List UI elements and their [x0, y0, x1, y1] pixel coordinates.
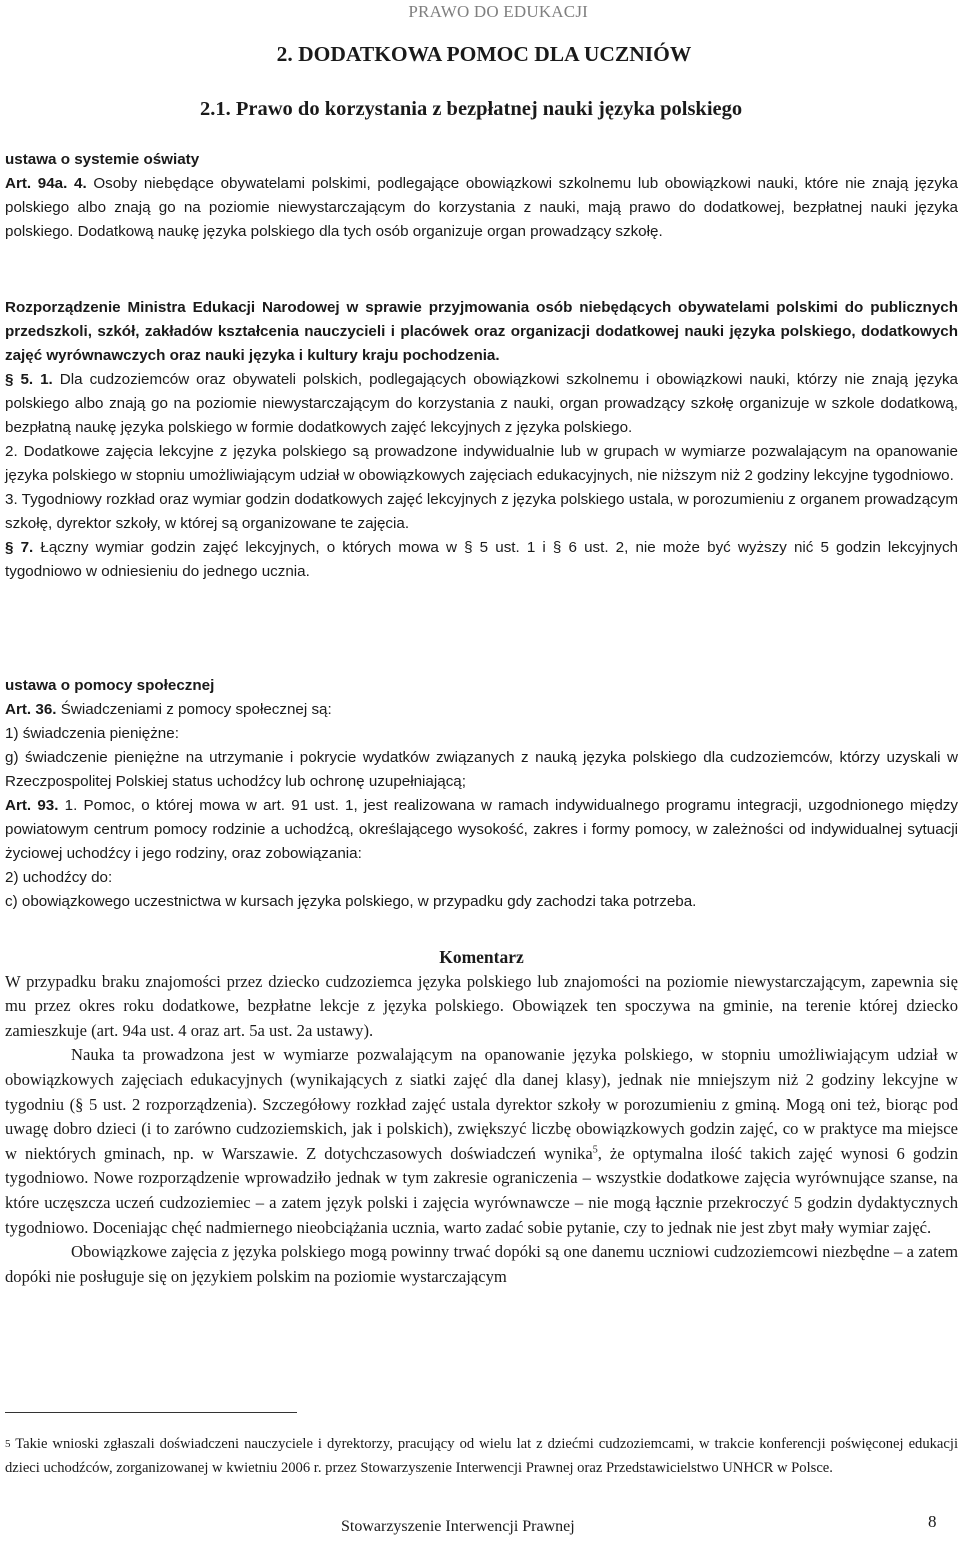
article-94a — [5, 172, 958, 244]
law-education-block — [5, 148, 958, 244]
list-item: g) świadczenie pieniężne na utrzymanie i pokrycie wydatków związanych z nauką języka polskiego dla cudzoziemców, którzy uzyskali w Rzeczpospolitej Polskiej status uchodźcy lub ochronę uzupełniającą; — [5, 749, 958, 790]
paragraph-text: Tygodniowy rozkład oraz wymiar godzin dodatkowych zajęć lekcyjnych z języka polskiego ustala, w porozumieniu z organem prowadzącym szkołę, dyrektor szkoły, w której są organizowane te zajęcia. — [5, 491, 958, 532]
paragraph-ref: § 5. 1. — [5, 371, 53, 388]
footnote-text: Takie wnioski zgłaszali doświadczeni nauczyciele i dyrektorzy, pracujący od wielu lat z dziećmi cudzoziemcami, w trakcie konferencji poświęconej edukacji dzieci uchodźców, zorganizowanej w kwietniu 2006 r. przez Stowarzyszenie Interwencji Prawnej oraz Przedstawicielstwo UNHCR w Polsce. — [5, 1436, 958, 1476]
footnote-divider — [5, 1412, 297, 1413]
commentary-paragraph — [5, 1043, 958, 1240]
article-text: Osoby niebędące obywatelami polskimi, podlegające obowiązkowi szkolnemu lub obowiązkowi nauki, które nie znają języka polskiego albo znają go na poziomie niewystarczającym do korzystania z nauki, mają prawo do dodatkowej, bezpłatnej nauki języka polskiego. Dodatkową naukę języka polskiego dla tych osób organizuje organ prowadzący szkołę. — [5, 175, 958, 240]
regulation-par7 — [5, 536, 958, 584]
paragraph-text: Dla cudzoziemców oraz obywateli polskich, podlegających obowiązkowi szkolnemu i obowiązkowi nauki, którzy nie znają języka polskiego albo znają go na poziomie niewystarczającym do korzystania z nauki, organ prowadzący szkołę organizuje w szkole dodatkową, bezpłatną naukę języka polskiego w formie dodatkowych zajęć lekcyjnych z języka polskiego. — [5, 371, 958, 436]
article-text: 1. Pomoc, o której mowa w art. 91 ust. 1, jest realizowana w ramach indywidualnego programu integracji, uzgodnionego między powiatowym centrum pomocy rodzinie a uchodźcą, określającego wysokość, zakres i formy pomocy, w zależności od indywidualnej sytuacji życiowej uchodźcy i jego rodziny, oraz zobowiązania: — [5, 797, 958, 862]
list-item: 2) uchodźcy do: — [5, 869, 113, 886]
section-title: 2. DODATKOWA POMOC DLA UCZNIÓW — [276, 42, 692, 66]
article-text: Świadczeniami z pomocy społecznej są: — [60, 701, 332, 718]
article-36 — [5, 698, 958, 722]
paragraph-text: , że optymalna ilość takich zajęć wynosi 6 godzin tygodniowo. Nowe rozporządzenie wprowadziło jednak w tym zakresie ograniczenia – wszystkie dodatkowe zajęcia wyrównujące szanse, na które uczęszcza uczeń cudzoziemiec – a zatem język polski i zajęcia wyrównawcze – nie mogą łącznie przekroczyć 5 godzin dydaktycznych tygodniowo. Doceniając chęć nadmiernego nieobciążania ucznia, warto zadać sobie pytanie, czy to jednak nie jest zbyt mały wymiar zajęć. — [5, 1143, 958, 1237]
footnote-number: 5 — [5, 1438, 11, 1450]
act-name: ustawa o pomocy społecznej — [5, 677, 215, 694]
footnote-marker[interactable]: 5 — [592, 1144, 598, 1156]
law-social-welfare-block — [5, 674, 958, 914]
paragraph-text: Łączny wymiar godzin zajęć lekcyjnych, o których mowa w § 5 ust. 1 i § 6 ust. 2, nie może być wyższy nić 5 godzin lekcyjnych tygodniowo w odniesieniu do jednego ucznia. — [5, 539, 958, 580]
paragraph-text: Nauka ta prowadzona jest w wymiarze pozwalającym na opanowanie języka polskiego, w stopniu umożliwiającym udział w obowiązkowych zajęciach edukacyjnych (wynikających z siatki zajęć dla danej klasy), jednak nie mniejszym niż 2 godziny lekcyjne w tygodniu (§ 5 ust. 2 rozporządzenia). Szczegółowy rozkład zajęć ustala dyrektor szkoły w porozumieniu z gminą. Mogą oni też, biorąc pod uwagę dobro dzieci (i to zarówno cudzoziemskich, jak i polskich), zwiększyć liczbę obowiązkowych godzin zajęć, co w praktyce ma miejsce w niektórych gminach, np. w Warszawie. Z dotychczasowych doświadczeń wynika — [5, 1045, 958, 1163]
regulation-title: Rozporządzenie Ministra Edukacji Narodowej w sprawie przyjmowania osób niebędących obywatelami polskimi do publicznych przedszkoli, szkół, zakładów kształcenia nauczycieli i placówek oraz organizacji dodatkowej nauki języka polskiego, dodatkowych zajęć wyrównawczych oraz nauki języka i kultury kraju pochodzenia. — [5, 299, 958, 364]
paragraph-ref: § 7. — [5, 539, 34, 556]
article-93 — [5, 794, 958, 866]
paragraph-ref: 3. — [5, 491, 18, 508]
commentary-title: Komentarz — [439, 947, 524, 967]
commentary-paragraph: Obowiązkowe zajęcia z języka polskiego mogą powinny trwać dopóki są one danemu uczniowi cudzoziemcowi niezbędne – a zatem dopóki nie posługuje się on językiem polskim na poziomie wystarczającym — [5, 1242, 958, 1286]
regulation-par5-1 — [5, 368, 958, 440]
page-number: 8 — [928, 1512, 937, 1531]
article-ref: Art. 36. — [5, 701, 57, 718]
running-header: PRAWO DO EDUKACJI — [408, 2, 588, 21]
act-name: ustawa o systemie oświaty — [5, 151, 200, 168]
commentary-paragraph: W przypadku braku znajomości przez dziecko cudzoziemca języka polskiego lub znajomości na poziomie niewystarczającym, zapewnia się mu przez okres roku dodatkowe, bezpłatne lekcje z języka polskiego. Obowiązek ten spoczywa na gminie, na terenie której dziecko zamieszkuje (art. 94a ust. 4 oraz art. 5a ust. 2a ustawy). — [5, 971, 958, 1040]
regulation-block — [5, 296, 958, 584]
regulation-par5-3 — [5, 488, 958, 536]
paragraph-text: Dodatkowe zajęcia lekcyjne z języka polskiego są prowadzone indywidualnie lub w grupach w wymiarze pozwalającym na opanowanie języka polskiego w stopniu umożliwiającym udział w obowiązkowych zajęciach edukacyjnych, nie niższym niż 2 godziny lekcyjne tygodniowo. — [5, 443, 958, 484]
paragraph-ref: 2. — [5, 443, 18, 460]
subsection-title: 2.1. Prawo do korzystania z bezpłatnej nauki języka polskiego — [200, 98, 743, 120]
list-item: c) obowiązkowego uczestnictwa w kursach języka polskiego, w przypadku gdy zachodzi taka potrzeba. — [5, 893, 697, 910]
list-item: 1) świadczenia pieniężne: — [5, 725, 179, 742]
footnote — [5, 1432, 958, 1480]
article-ref: Art. 93. — [5, 797, 59, 814]
article-ref: Art. 94a. 4. — [5, 175, 87, 192]
footer-organization: Stowarzyszenie Interwencji Prawnej — [341, 1518, 575, 1535]
commentary-block — [5, 945, 958, 1289]
regulation-par5-2 — [5, 440, 958, 488]
